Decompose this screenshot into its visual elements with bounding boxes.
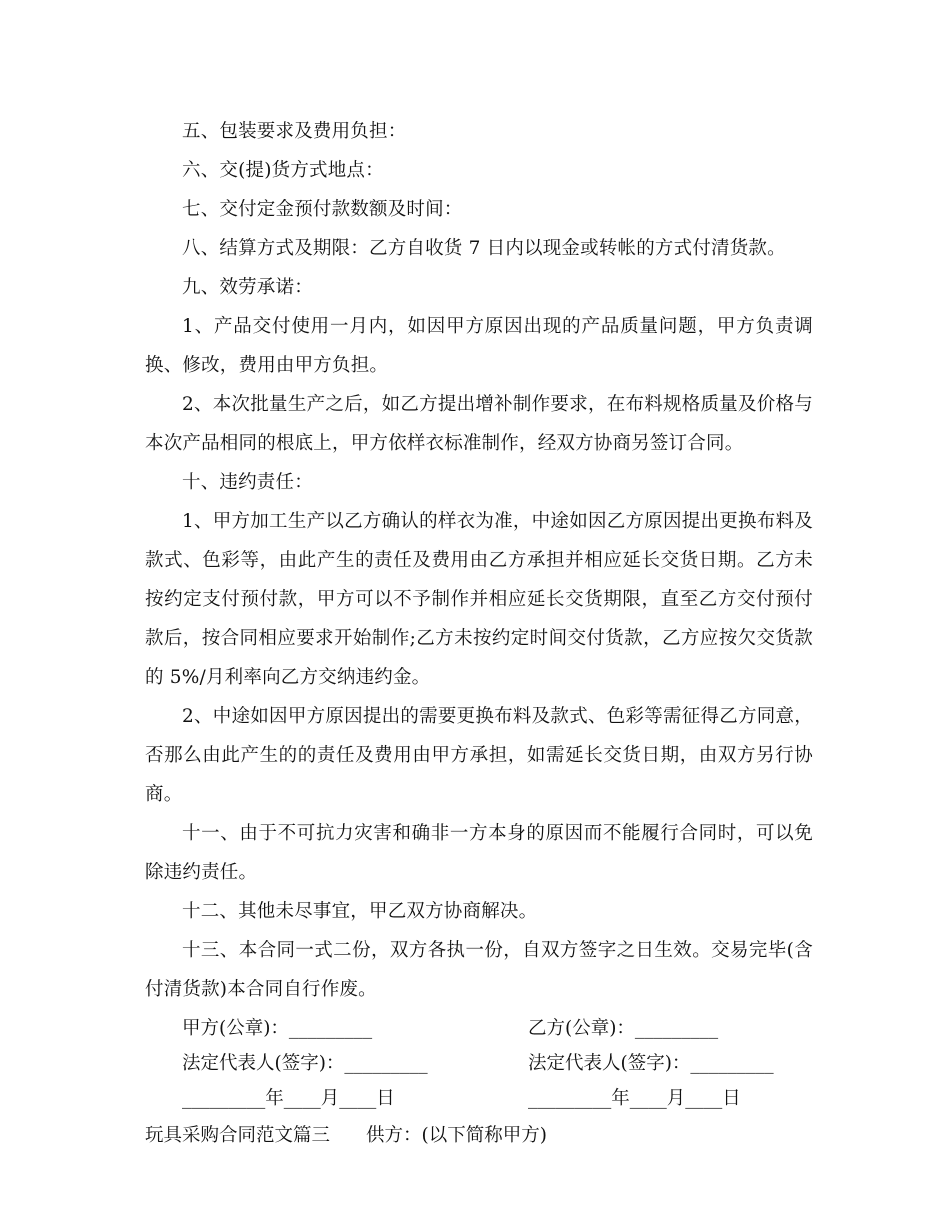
closing-line bbox=[145, 1116, 813, 1155]
contract-page bbox=[145, 112, 813, 1155]
party-a-date-line: _________年____月____日 bbox=[182, 1088, 395, 1109]
clause-settlement: 八、结算方式及期限：乙方自收货 7 日内以现金或转帐的方式付清货款。 bbox=[182, 238, 786, 259]
clause-other-matters: 十二、其他未尽事宜，甲乙双方协商解决。 bbox=[182, 901, 538, 922]
party-b-date-line: _________年____月____日 bbox=[528, 1088, 741, 1109]
clause-delivery-location: 六、交(提)货方式地点： bbox=[182, 160, 384, 181]
signature-row-seal bbox=[145, 1009, 813, 1044]
clause-breach-heading: 十、违约责任： bbox=[182, 472, 313, 493]
party-a-representative-line: 法定代表人(签字)：_________ bbox=[182, 1053, 428, 1074]
clause-packaging: 五、包装要求及费用负担： bbox=[182, 121, 407, 142]
clause-breach-1: 1、甲方加工生产以乙方确认的样衣为准，中途如因乙方原因提出更换布料及款式、色彩等，由此产生的责任及费用由乙方承担并相应延长交货日期。乙方未按约定支付预付款，甲方可以不予制作并相应延长交货期限，直至乙方交付预付款后，按合同相应要求开始制作;乙方未按约定时间交付货款，乙方应按欠交货款的 5%/月利率向乙方交纳违约金。 bbox=[145, 511, 813, 688]
party-b-seal-line: 乙方(公章)：_________ bbox=[528, 1018, 719, 1039]
section-title: 玩具采购合同范文篇三 bbox=[145, 1125, 331, 1146]
party-a-seal-line: 甲方(公章)：_________ bbox=[182, 1018, 373, 1039]
clause-deposit: 七、交付定金预付款数额及时间： bbox=[182, 199, 463, 220]
clause-service-1: 1、产品交付使用一月内，如因甲方原因出现的产品质量问题，甲方负责调换、修改，费用由甲方负担。 bbox=[145, 316, 813, 376]
clause-breach-2: 2、中途如因甲方原因提出的需要更换布料及款式、色彩等需征得乙方同意，否那么由此产生的的责任及费用由甲方承担，如需延长交货日期，由双方另行协商。 bbox=[145, 706, 813, 805]
clause-force-majeure: 十一、由于不可抗力灾害和确非一方本身的原因而不能履行合同时，可以免除违约责任。 bbox=[145, 823, 813, 883]
clause-service-heading: 九、效劳承诺： bbox=[182, 277, 313, 298]
signature-row-representative bbox=[145, 1044, 813, 1079]
party-b-representative-line: 法定代表人(签字)：_________ bbox=[528, 1053, 774, 1074]
signature-row-date bbox=[145, 1079, 813, 1114]
clause-service-2: 2、本次批量生产之后，如乙方提出增补制作要求，在布料规格质量及价格与本次产品相同的根底上，甲方依样衣标准制作，经双方协商另签订合同。 bbox=[145, 394, 813, 454]
clause-copies: 十三、本合同一式二份，双方各执一份，自双方签字之日生效。交易完毕(含付清货款)本合同自行作废。 bbox=[145, 940, 813, 1000]
supplier-line: 供方：(以下简称甲方) bbox=[366, 1125, 547, 1146]
